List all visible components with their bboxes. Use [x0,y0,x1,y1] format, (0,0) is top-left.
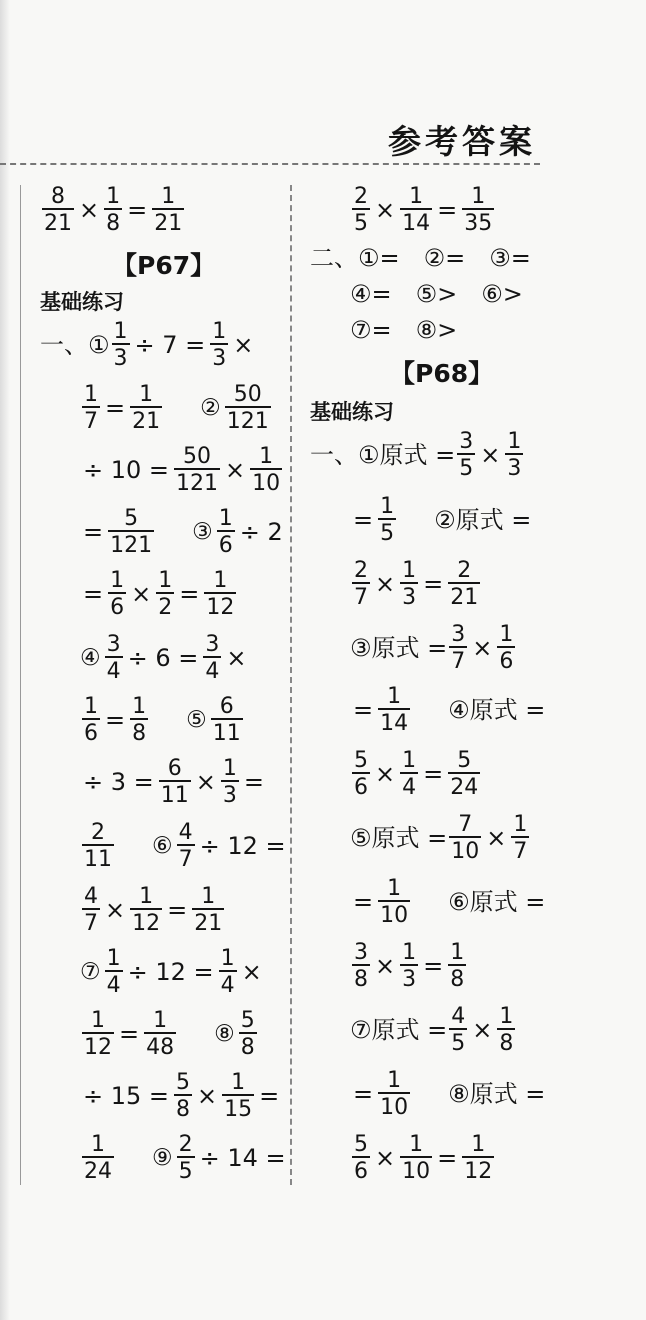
fraction: $\frac{1}{35}$ [464,183,493,236]
fraction: $\frac{1}{24}$ [84,1131,112,1184]
fraction: $\frac{1}{14}$ [402,183,431,236]
fraction: $\frac{1}{7}$ [84,381,98,434]
fraction: $\frac{1}{4}$ [402,747,417,800]
fraction: $\frac{1}{14}$ [380,683,409,736]
page-title: 参考答案 [388,122,536,161]
fraction: $\frac{1}{6}$ [218,505,233,558]
answer-line: ÷ 15 = $\frac{5}{8}$ × $\frac{1}{15}$ = [83,1069,280,1122]
header-divider [0,163,540,165]
fraction: $\frac{4}{7}$ [84,883,98,936]
fraction: $\frac{1}{21}$ [132,381,161,434]
page-edge [0,0,10,1320]
fraction: $\frac{50}{121}$ [176,443,219,496]
fraction: $\frac{4}{5}$ [451,1003,466,1056]
answer-line: 一、①原式 = $\frac{3}{5}$ × $\frac{1}{3}$ [310,428,522,481]
fraction: $\frac{5}{8}$ [240,1007,255,1060]
fraction: $\frac{2}{5}$ [354,183,368,236]
fraction: $\frac{1}{8}$ [499,1003,514,1056]
fraction: $\frac{5}{6}$ [354,1131,368,1184]
answer-line: = $\frac{1}{14}$ ④原式 = [353,683,546,736]
section-heading-p68: 【P68】 [390,359,494,388]
answer-line: = $\frac{1}{10}$ ⑥原式 = [353,875,546,928]
fraction: $\frac{1}{10}$ [380,875,409,928]
fraction: $\frac{2}{7}$ [354,557,368,610]
answer-line: $\frac{1}{6}$ = $\frac{1}{8}$ ⑤ $\frac{6}{11}$ [84,693,241,746]
fraction: $\frac{1}{12}$ [132,883,161,936]
answer-line: $\frac{8}{21}$ × $\frac{1}{8}$ = $\frac{1}{21}$ [44,183,183,236]
fraction: $\frac{3}{7}$ [451,621,466,674]
answer-line: ÷ 10 = $\frac{50}{121}$ × $\frac{1}{10}$ [83,443,281,496]
fraction: $\frac{1}{3}$ [507,428,522,481]
answer-line: ③原式 = $\frac{3}{7}$ × $\frac{1}{6}$ [350,621,514,674]
section-heading-p67: 【P67】 [112,251,216,280]
answer-line: ÷ 3 = $\frac{6}{11}$ × $\frac{1}{3}$ = [83,755,264,808]
fraction: $\frac{3}{4}$ [106,631,121,684]
fraction: $\frac{1}{10}$ [252,443,281,496]
fraction: $\frac{1}{6}$ [84,693,98,746]
fraction: $\frac{5}{6}$ [354,747,368,800]
answer-line: $\frac{4}{7}$ × $\frac{1}{12}$ = $\frac{1}{21}$ [84,883,223,936]
comparison-line: ④= ⑤> ⑥> [350,280,523,308]
fraction: $\frac{1}{3}$ [212,318,227,371]
fraction: $\frac{5}{24}$ [450,747,479,800]
fraction: $\frac{3}{8}$ [354,939,368,992]
fraction: $\frac{1}{12}$ [206,567,235,620]
answer-line: = $\frac{1}{10}$ ⑧原式 = [353,1067,546,1120]
answer-line: ⑦ $\frac{1}{4}$ ÷ 12 = $\frac{1}{4}$ × [80,945,262,998]
answer-line: ⑤原式 = $\frac{7}{10}$ × $\frac{1}{7}$ [350,811,528,864]
fraction: $\frac{3}{5}$ [459,428,474,481]
fraction: $\frac{1}{3}$ [402,557,417,610]
section-subheading: 基础练习 [40,290,124,314]
comparison-line: ⑦= ⑧> [350,316,458,344]
fraction: $\frac{4}{7}$ [178,819,193,872]
fraction: $\frac{1}{5}$ [380,493,395,546]
answer-line: 一、① $\frac{1}{3}$ ÷ 7 = $\frac{1}{3}$ × [40,318,254,371]
answer-line: $\frac{3}{8}$ × $\frac{1}{3}$ = $\frac{1}{8}$ [354,939,465,992]
fraction: $\frac{5}{8}$ [176,1069,191,1122]
fraction: $\frac{6}{11}$ [160,755,189,808]
fraction: $\frac{1}{3}$ [222,755,237,808]
fraction: $\frac{1}{12}$ [84,1007,112,1060]
fraction: $\frac{1}{6}$ [110,567,125,620]
answer-line: $\frac{5}{6}$ × $\frac{1}{4}$ = $\frac{5}{24}$ [354,747,479,800]
fraction: $\frac{1}{7}$ [513,811,528,864]
answer-line: $\frac{5}{6}$ × $\frac{1}{10}$ = $\frac{1}{12}$ [354,1131,493,1184]
fraction: $\frac{2}{11}$ [84,819,112,872]
left-margin-line [20,185,21,1185]
answer-line: $\frac{1}{7}$ = $\frac{1}{21}$ ② $\frac{50}{121}$ [84,381,269,434]
fraction: $\frac{50}{121}$ [226,381,269,434]
fraction: $\frac{1}{10}$ [402,1131,431,1184]
answer-line: = $\frac{5}{121}$ ③ $\frac{1}{6}$ ÷ 2 [83,505,283,558]
section-subheading: 基础练习 [310,400,394,424]
answer-line: $\frac{1}{12}$ = $\frac{1}{48}$ ⑧ $\frac{5}{8}$ [84,1007,255,1060]
answer-line: $\frac{2}{11}$ ⑥ $\frac{4}{7}$ ÷ 12 = [84,819,286,872]
fraction: $\frac{8}{21}$ [44,183,72,236]
fraction: $\frac{1}{8}$ [132,693,147,746]
answer-line: $\frac{2}{7}$ × $\frac{1}{3}$ = $\frac{2}{21}$ [354,557,479,610]
fraction: $\frac{3}{4}$ [205,631,220,684]
answer-line: = $\frac{1}{6}$ × $\frac{1}{2}$ = $\frac{1}{12}$ [83,567,235,620]
fraction: $\frac{1}{10}$ [380,1067,409,1120]
fraction: $\frac{6}{11}$ [212,693,241,746]
fraction: $\frac{1}{2}$ [158,567,173,620]
fraction: $\frac{1}{4}$ [220,945,235,998]
fraction: $\frac{1}{8}$ [106,183,121,236]
fraction: $\frac{1}{3}$ [113,318,128,371]
answer-line: = $\frac{1}{5}$ ②原式 = [353,493,532,546]
fraction: $\frac{1}{3}$ [402,939,417,992]
fraction: $\frac{5}{121}$ [110,505,153,558]
answer-line: ⑦原式 = $\frac{4}{5}$ × $\frac{1}{8}$ [350,1003,514,1056]
fraction: $\frac{2}{21}$ [450,557,479,610]
fraction: $\frac{1}{21}$ [194,883,223,936]
answer-line: $\frac{1}{24}$ ⑨ $\frac{2}{5}$ ÷ 14 = [84,1131,286,1184]
fraction: $\frac{1}{48}$ [146,1007,175,1060]
column-divider [290,185,292,1185]
fraction: $\frac{1}{12}$ [464,1131,493,1184]
answer-line: $\frac{2}{5}$ × $\frac{1}{14}$ = $\frac{1}{35}$ [354,183,493,236]
fraction: $\frac{7}{10}$ [451,811,480,864]
fraction: $\frac{1}{8}$ [450,939,465,992]
fraction: $\frac{1}{21}$ [154,183,183,236]
fraction: $\frac{1}{4}$ [106,945,121,998]
fraction: $\frac{1}{6}$ [499,621,514,674]
fraction: $\frac{1}{15}$ [224,1069,253,1122]
comparison-line: 二、①= ②= ③= [310,244,531,272]
fraction: $\frac{2}{5}$ [178,1131,193,1184]
answer-line: ④ $\frac{3}{4}$ ÷ 6 = $\frac{3}{4}$ × [80,631,247,684]
